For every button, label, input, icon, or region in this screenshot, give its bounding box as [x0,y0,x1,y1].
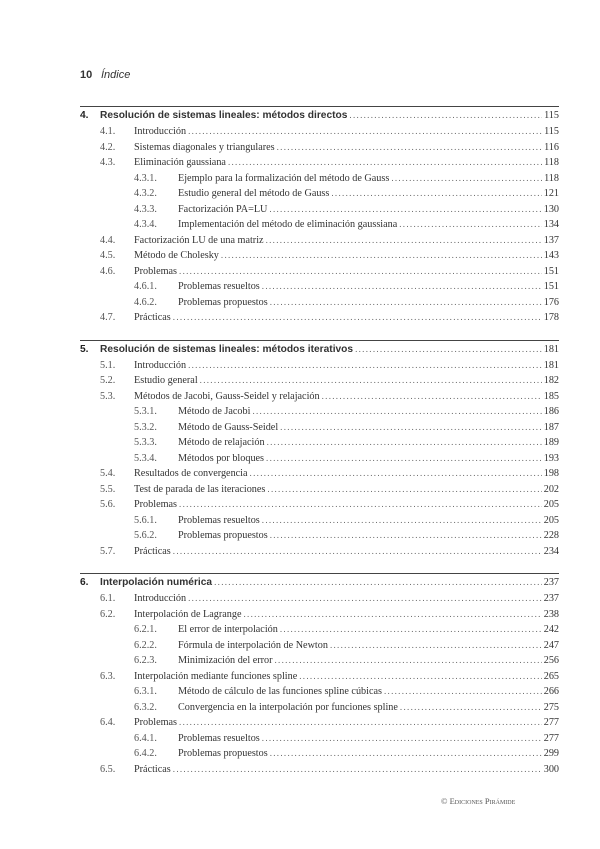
section-entry[interactable] [80,264,559,280]
dot-leader [221,248,542,264]
chapter-entry[interactable] [80,107,559,124]
subsection-entry[interactable] [80,435,559,451]
dot-leader [173,310,542,326]
entry-number: 4. [80,110,89,121]
entry-page-number: 266 [543,686,559,697]
entry-number: 5.3. [100,390,116,402]
entry-page-number: 228 [543,530,559,541]
entry-title: Problemas propuestos [178,748,268,759]
entry-number: 6.1. [100,593,116,604]
entry-number: 5.3.1. [134,406,157,417]
entry-title: Resolución de sistemas lineales: métodos directos [100,110,348,121]
subsection-entry[interactable] [80,746,559,762]
entry-page-number: 198 [543,468,559,479]
entry-number: 5.6.2. [134,530,157,541]
entry-title: Fórmula de interpolación de Newton [178,639,328,651]
entry-title: Problemas [134,499,178,510]
entry-title: Método de relajación [178,437,265,448]
entry-title: Problemas propuestos [178,296,268,308]
entry-page-number: 176 [543,296,559,308]
section-entry[interactable] [80,358,559,374]
dot-leader [179,497,542,513]
entry-number: 5.7. [100,545,116,557]
subsection-entry[interactable] [80,700,559,716]
entry-title: Métodos de Jacobi, Gauss-Seidel y relajación [134,390,320,402]
section-entry[interactable] [80,124,559,140]
entry-number: 4.3.3. [134,203,157,215]
entry-title: Método de cálculo de las funciones spline cúbicas [178,686,382,697]
dot-leader [188,358,542,374]
entry-number: 5.4. [100,468,116,479]
dot-leader [330,638,542,654]
entry-title: Problemas resueltos [178,281,260,292]
entry-number: 6.4.1. [134,732,157,744]
entry-page-number: 134 [543,219,559,230]
subsection-entry[interactable] [80,420,559,436]
dot-leader [252,404,541,420]
entry-page-number: 181 [543,343,559,355]
chapter-block [80,340,559,560]
table-of-contents [80,106,559,777]
entry-number: 5.1. [100,359,116,371]
section-entry[interactable] [80,373,559,389]
entry-title: Resolución de sistemas lineales: métodos iterativos [100,343,354,355]
entry-title: Resultados de convergencia [134,468,248,479]
entry-title: El error de interpolación [178,624,278,635]
dot-leader [266,233,542,249]
entry-number: 5.5. [100,483,116,495]
dot-leader [179,264,542,280]
entry-number: 6.2. [100,608,116,620]
entry-number: 5.6. [100,499,116,510]
entry-page-number: 181 [543,359,559,371]
dot-leader [214,574,542,591]
entry-number: 6.2.1. [134,624,157,635]
subsection-entry[interactable] [80,513,559,529]
entry-page-number: 130 [543,203,559,215]
dot-leader [267,435,542,451]
subsection-entry[interactable] [80,279,559,295]
dot-leader [228,155,542,171]
entry-title: Minimización del error [178,655,273,666]
chapter-block [80,573,559,777]
chapter-block [80,106,559,326]
dot-leader [262,279,542,295]
entry-number: 5.3.4. [134,452,157,464]
section-entry[interactable] [80,310,559,326]
chapter-entry[interactable] [80,574,559,591]
entry-number: 4.3.4. [134,219,157,230]
page-number: 10 [80,69,93,81]
entry-page-number: 116 [544,141,559,153]
dot-leader [274,653,541,669]
entry-title: Problemas [134,265,178,277]
entry-title: Implementación del método de eliminación gaussiana [178,219,398,230]
subsection-entry[interactable] [80,622,559,638]
entry-number: 6.5. [100,763,116,775]
entry-number: 6.3.1. [134,686,157,697]
entry-number: 4.6. [100,265,116,277]
entry-page-number: 151 [543,281,559,292]
dot-leader [355,341,542,358]
entry-page-number: 118 [544,157,559,168]
entry-title: Problemas propuestos [178,530,268,541]
section-entry[interactable] [80,155,559,171]
entry-number: 5.6.1. [134,514,157,526]
subsection-entry[interactable] [80,217,559,233]
entry-page-number: 143 [543,250,559,261]
dot-leader [173,544,542,560]
entry-number: 4.4. [100,234,116,246]
entry-number: 5.3.3. [134,437,157,448]
dot-leader [270,528,542,544]
entry-page-number: 115 [544,126,559,137]
entry-page-number: 256 [543,655,559,666]
dot-leader [243,607,541,623]
entry-number: 5.2. [100,375,116,386]
subsection-entry[interactable] [80,451,559,467]
entry-page-number: 178 [543,312,559,323]
entry-page-number: 277 [543,732,559,744]
entry-number: 6.2.3. [134,655,157,666]
dot-leader [400,700,542,716]
section-entry[interactable] [80,607,559,623]
subsection-entry[interactable] [80,186,559,202]
entry-page-number: 237 [543,593,559,604]
entry-number: 5.3.2. [134,421,157,433]
dot-leader [173,762,542,778]
entry-number: 4.6.1. [134,281,157,292]
entry-page-number: 189 [543,437,559,448]
entry-title: Introducción [134,126,187,137]
publisher-footer: © Ediciones Pirámide [441,796,516,806]
subsection-entry[interactable] [80,731,559,747]
dot-leader [280,420,542,436]
entry-title: Prácticas [134,763,171,775]
entry-page-number: 234 [543,545,559,557]
entry-page-number: 265 [543,670,559,682]
entry-page-number: 299 [543,748,559,759]
entry-title: Método de Cholesky [134,250,219,261]
entry-title: Métodos por bloques [178,452,265,464]
dot-leader [269,202,541,218]
subsection-entry[interactable] [80,528,559,544]
section-entry[interactable] [80,466,559,482]
section-entry[interactable] [80,762,559,778]
entry-number: 6.4. [100,717,116,728]
entry-page-number: 121 [543,188,559,199]
page-title: Índice [101,69,131,81]
dot-leader [331,186,541,202]
dot-leader [262,513,542,529]
section-entry[interactable] [80,669,559,685]
entry-number: 4.6.2. [134,296,157,308]
dot-leader [391,171,542,187]
entry-title: Introducción [134,359,187,371]
entry-title: Test de parada de las iteraciones [134,483,266,495]
entry-number: 6. [80,577,89,588]
entry-page-number: 118 [544,172,559,184]
subsection-entry[interactable] [80,295,559,311]
entry-number: 6.3. [100,670,116,682]
chapter-entry[interactable] [80,341,559,358]
subsection-entry[interactable] [80,404,559,420]
entry-title: Factorización PA=LU [178,203,268,215]
dot-leader [322,389,542,405]
dot-leader [200,373,542,389]
subsection-entry[interactable] [80,653,559,669]
entry-page-number: 205 [543,514,559,526]
subsection-entry[interactable] [80,684,559,700]
subsection-entry[interactable] [80,202,559,218]
entry-title: Sistemas diagonales y triangulares [134,141,275,153]
dot-leader [266,451,542,467]
entry-number: 4.1. [100,126,116,137]
chapter-spacer [80,326,559,340]
subsection-entry[interactable] [80,638,559,654]
entry-page-number: 115 [544,110,559,121]
entry-title: Factorización LU de una matriz [134,234,264,246]
entry-number: 5. [80,343,89,355]
entry-page-number: 186 [543,406,559,417]
section-entry[interactable] [80,248,559,264]
entry-page-number: 137 [543,234,559,246]
section-entry[interactable] [80,715,559,731]
entry-page-number: 182 [543,375,559,386]
entry-title: Estudio general [134,375,198,386]
entry-page-number: 275 [543,701,559,713]
entry-title: Prácticas [134,312,171,323]
section-entry[interactable] [80,482,559,498]
dot-leader [384,684,542,700]
entry-page-number: 193 [543,452,559,464]
dot-leader [188,124,542,140]
entry-title: Eliminación gaussiana [134,157,226,168]
page-header [80,69,130,81]
dot-leader [179,715,542,731]
section-entry[interactable] [80,233,559,249]
entry-number: 4.2. [100,141,116,153]
entry-page-number: 300 [543,763,559,775]
dot-leader [349,107,542,124]
entry-title: Interpolación de Lagrange [134,608,242,620]
entry-page-number: 242 [543,624,559,635]
entry-number: 6.4.2. [134,748,157,759]
entry-title: Prácticas [134,545,171,557]
entry-page-number: 187 [543,421,559,433]
entry-title: Introducción [134,593,187,604]
dot-leader [250,466,542,482]
entry-title: Problemas [134,717,178,728]
dot-leader [299,669,541,685]
dot-leader [270,295,542,311]
section-entry[interactable] [80,389,559,405]
entry-title: Problemas resueltos [178,514,260,526]
entry-title: Estudio general del método de Gauss [178,188,330,199]
entry-number: 4.3. [100,157,116,168]
dot-leader [188,591,542,607]
entry-page-number: 151 [543,265,559,277]
entry-page-number: 185 [543,390,559,402]
section-entry[interactable] [80,591,559,607]
entry-number: 4.7. [100,312,116,323]
dot-leader [267,482,541,498]
dot-leader [399,217,541,233]
entry-title: Interpolación numérica [100,577,213,588]
entry-number: 6.3.2. [134,701,157,713]
chapter-spacer [80,559,559,573]
entry-title: Método de Jacobi [178,406,251,417]
entry-number: 4.3.2. [134,188,157,199]
dot-leader [277,140,542,156]
entry-page-number: 238 [543,608,559,620]
entry-page-number: 202 [543,483,559,495]
entry-number: 6.2.2. [134,639,157,651]
dot-leader [270,746,542,762]
entry-title: Convergencia en la interpolación por funciones spline [178,701,398,713]
entry-title: Problemas resueltos [178,732,260,744]
dot-leader [280,622,542,638]
subsection-entry[interactable] [80,171,559,187]
section-entry[interactable] [80,544,559,560]
section-entry[interactable] [80,140,559,156]
entry-number: 4.5. [100,250,116,261]
entry-page-number: 247 [543,639,559,651]
entry-title: Método de Gauss-Seidel [178,421,279,433]
dot-leader [262,731,542,747]
entry-number: 4.3.1. [134,172,157,184]
entry-title: Ejemplo para la formalización del método de Gauss [178,172,390,184]
entry-title: Interpolación mediante funciones spline [134,670,298,682]
entry-page-number: 237 [543,577,559,588]
section-entry[interactable] [80,497,559,513]
entry-page-number: 277 [543,717,559,728]
entry-page-number: 205 [543,499,559,510]
